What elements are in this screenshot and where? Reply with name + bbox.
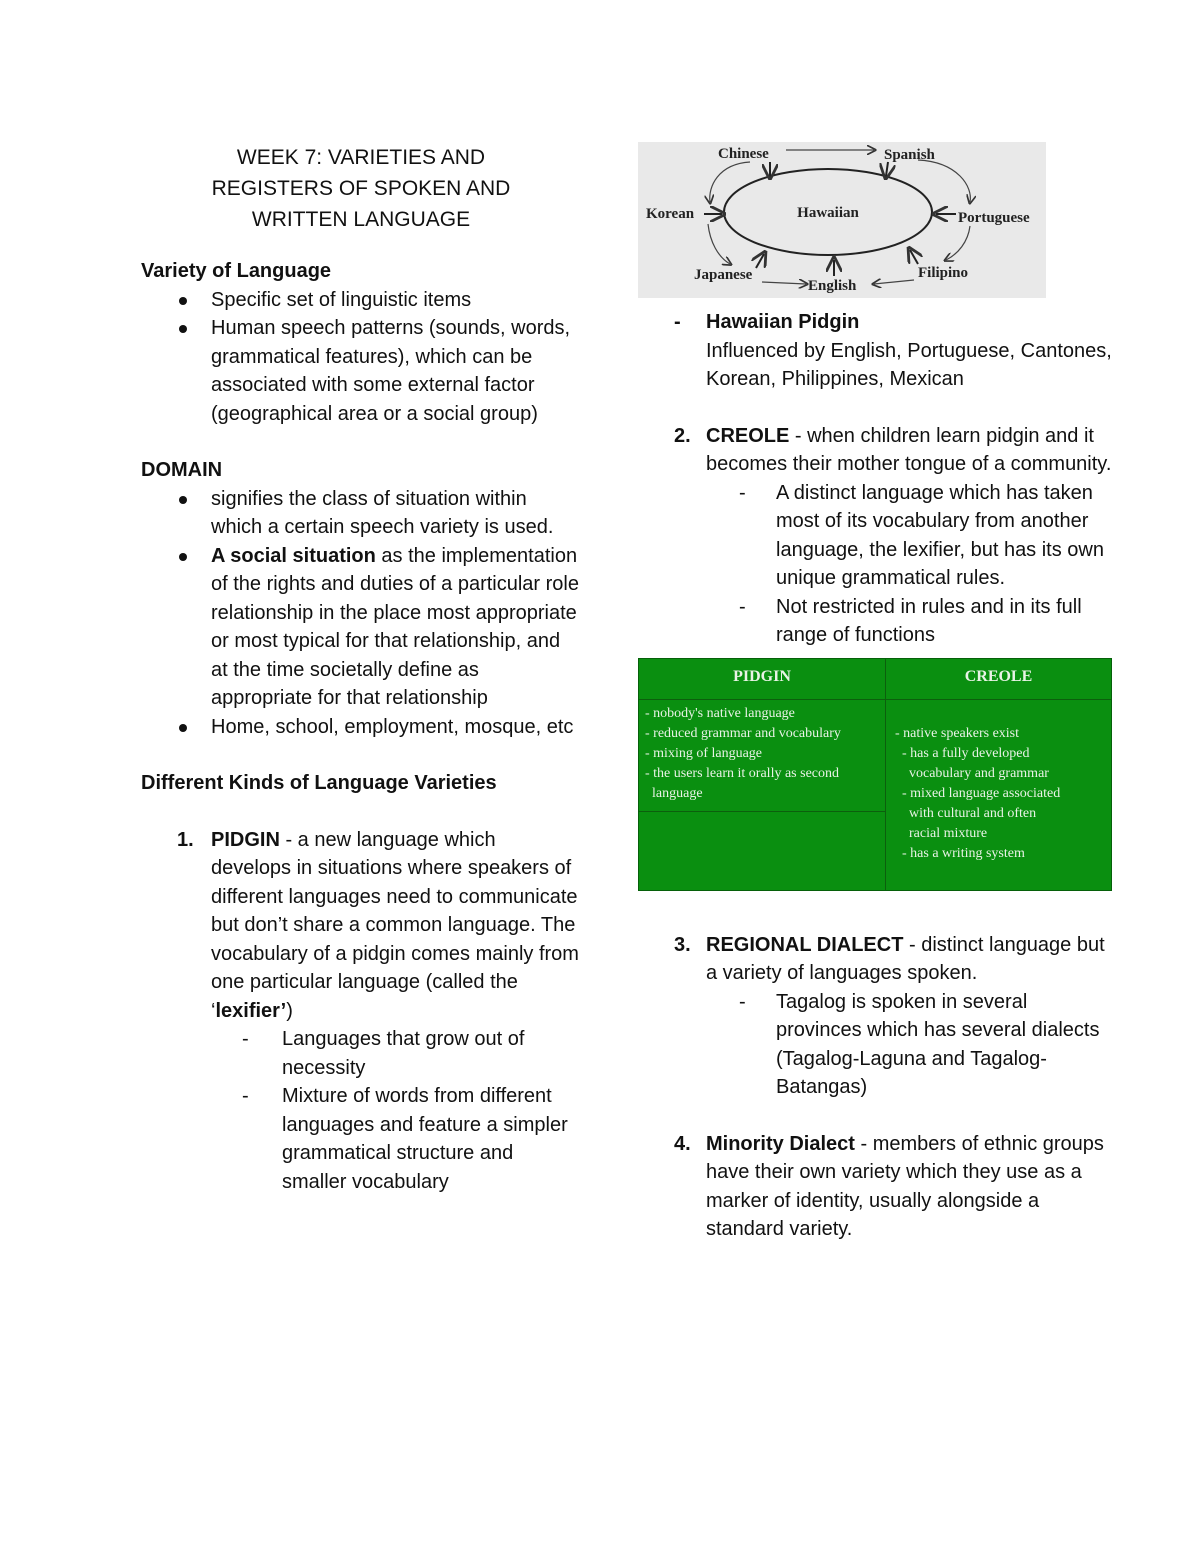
left-column [141, 142, 581, 1196]
diagram-label: Chinese [718, 146, 769, 162]
creole-item: 2. CREOLE - when children learn pidgin and it becomes their mother tongue of a community. [674, 424, 1112, 475]
hawaiian-influence-diagram [638, 142, 1046, 298]
regional-dialect-item: 3. REGIONAL DIALECT - distinct language but a variety of languages spoken. [674, 933, 1105, 984]
diagram-center-label: Hawaiian [797, 205, 859, 221]
domain-list [141, 485, 581, 742]
pidgin-definition-end: ) [286, 999, 293, 1022]
list-item: Human speech patterns (sounds, words, grammatical features), which can be associated with some external factor (geographical area or a social group) [141, 314, 581, 428]
kinds-heading: Different Kinds of Language Varieties [141, 772, 497, 794]
domain-heading: DOMAIN [141, 459, 223, 481]
diagram-label: Filipino [918, 265, 969, 281]
hawaiian-pidgin-item: - Hawaiian Pidgin Influenced by English, Portuguese, Cantones, Korean, Philippines, Mexican [674, 311, 1112, 390]
item-number: 1. [177, 828, 194, 851]
list-item: signifies the class of situation within which a certain speech variety is used. [141, 485, 581, 542]
title-line: WRITTEN LANGUAGE [251, 208, 471, 231]
pidgin-term: PIDGIN [211, 828, 280, 851]
social-situation-term: A social situation [211, 544, 376, 567]
social-situation-text: as the implementation of the rights and duties of a particular role relationship in the place most appropriate or most typical for that relationship, and at the time societally define as appropriate for that relationship [211, 544, 579, 709]
regional-dialect-term: REGIONAL DIALECT [706, 933, 904, 956]
minority-dialect-definition: - members of ethnic groups have their own variety which they use as a marker of identity, usually alongside a standard variety. [706, 1132, 1104, 1240]
diagram-label: Portuguese [958, 210, 1030, 226]
table-cell-creole: - native speakers exist - has a fully developed vocabulary and grammar - mixed language associated with cultural and often racial mixture - has a writing system [895, 725, 1061, 861]
hawaiian-pidgin-desc: Influenced by English, Portuguese, Cantones, Korean, Philippines, Mexican [706, 339, 1112, 390]
diagram-label: English [808, 278, 857, 294]
minority-dialect-term: Minority Dialect [706, 1132, 855, 1155]
pidgin-sub-item: - Languages that grow out of necessity [242, 1028, 525, 1079]
creole-definition: - when children learn pidgin and it becomes their mother tongue of a community. [706, 424, 1112, 475]
variety-heading: Variety of Language [141, 260, 332, 282]
regional-dialect-definition: - distinct language but a variety of languages spoken. [706, 933, 1105, 984]
creole-sub-item: - Not restricted in rules and in its full range of functions [739, 595, 1082, 646]
list-item: Specific set of linguistic items [141, 286, 581, 315]
list-item: Home, school, employment, mosque, etc [141, 713, 581, 742]
table-header-creole: CREOLE [964, 667, 1033, 685]
diagram-label: Spanish [884, 147, 935, 163]
diagram-svg [638, 142, 1046, 298]
pidgin-sub-item: - Mixture of words from different languages and feature a simpler grammatical structure and smaller vocabulary [242, 1085, 568, 1193]
hawaiian-pidgin-term: Hawaiian Pidgin [706, 311, 860, 333]
pidgin-creole-table [638, 658, 1112, 891]
creole-sub-item: - A distinct language which has taken most of its vocabulary from another language, the lexifier, but has its own unique grammatical rules. [739, 481, 1104, 589]
table-header-pidgin: PIDGIN [733, 667, 791, 685]
diagram-label: Japanese [694, 267, 753, 283]
pidgin-item [141, 826, 581, 1026]
page-title [141, 142, 581, 235]
title-line: WEEK 7: VARIETIES AND [236, 146, 486, 169]
list-item [141, 542, 581, 713]
lexifier-term: lexifier’ [215, 999, 287, 1022]
pidgin-definition: - a new language which develops in situations where speakers of different languages need to communicate but don’t share a common language. The vocabulary of a pidgin comes mainly from one particular language (called the ‘ [211, 828, 579, 1022]
regional-dialect-sub-item: - Tagalog is spoken in several provinces which has several dialects (Tagalog-Laguna and Tagalog-Batangas) [739, 990, 1100, 1098]
title-line: REGISTERS OF SPOKEN AND [211, 177, 511, 200]
table-cell-pidgin: - nobody's native language - reduced grammar and vocabulary - mixing of language - the users learn it orally as second language [645, 705, 841, 801]
minority-dialect-item: 4. Minority Dialect - members of ethnic groups have their own variety which they use as a marker of identity, usually alongside a standard variety. [674, 1132, 1104, 1240]
right-column [638, 142, 1118, 1244]
creole-term: CREOLE [706, 424, 790, 447]
diagram-label: Korean [646, 206, 695, 222]
variety-list [141, 286, 581, 429]
